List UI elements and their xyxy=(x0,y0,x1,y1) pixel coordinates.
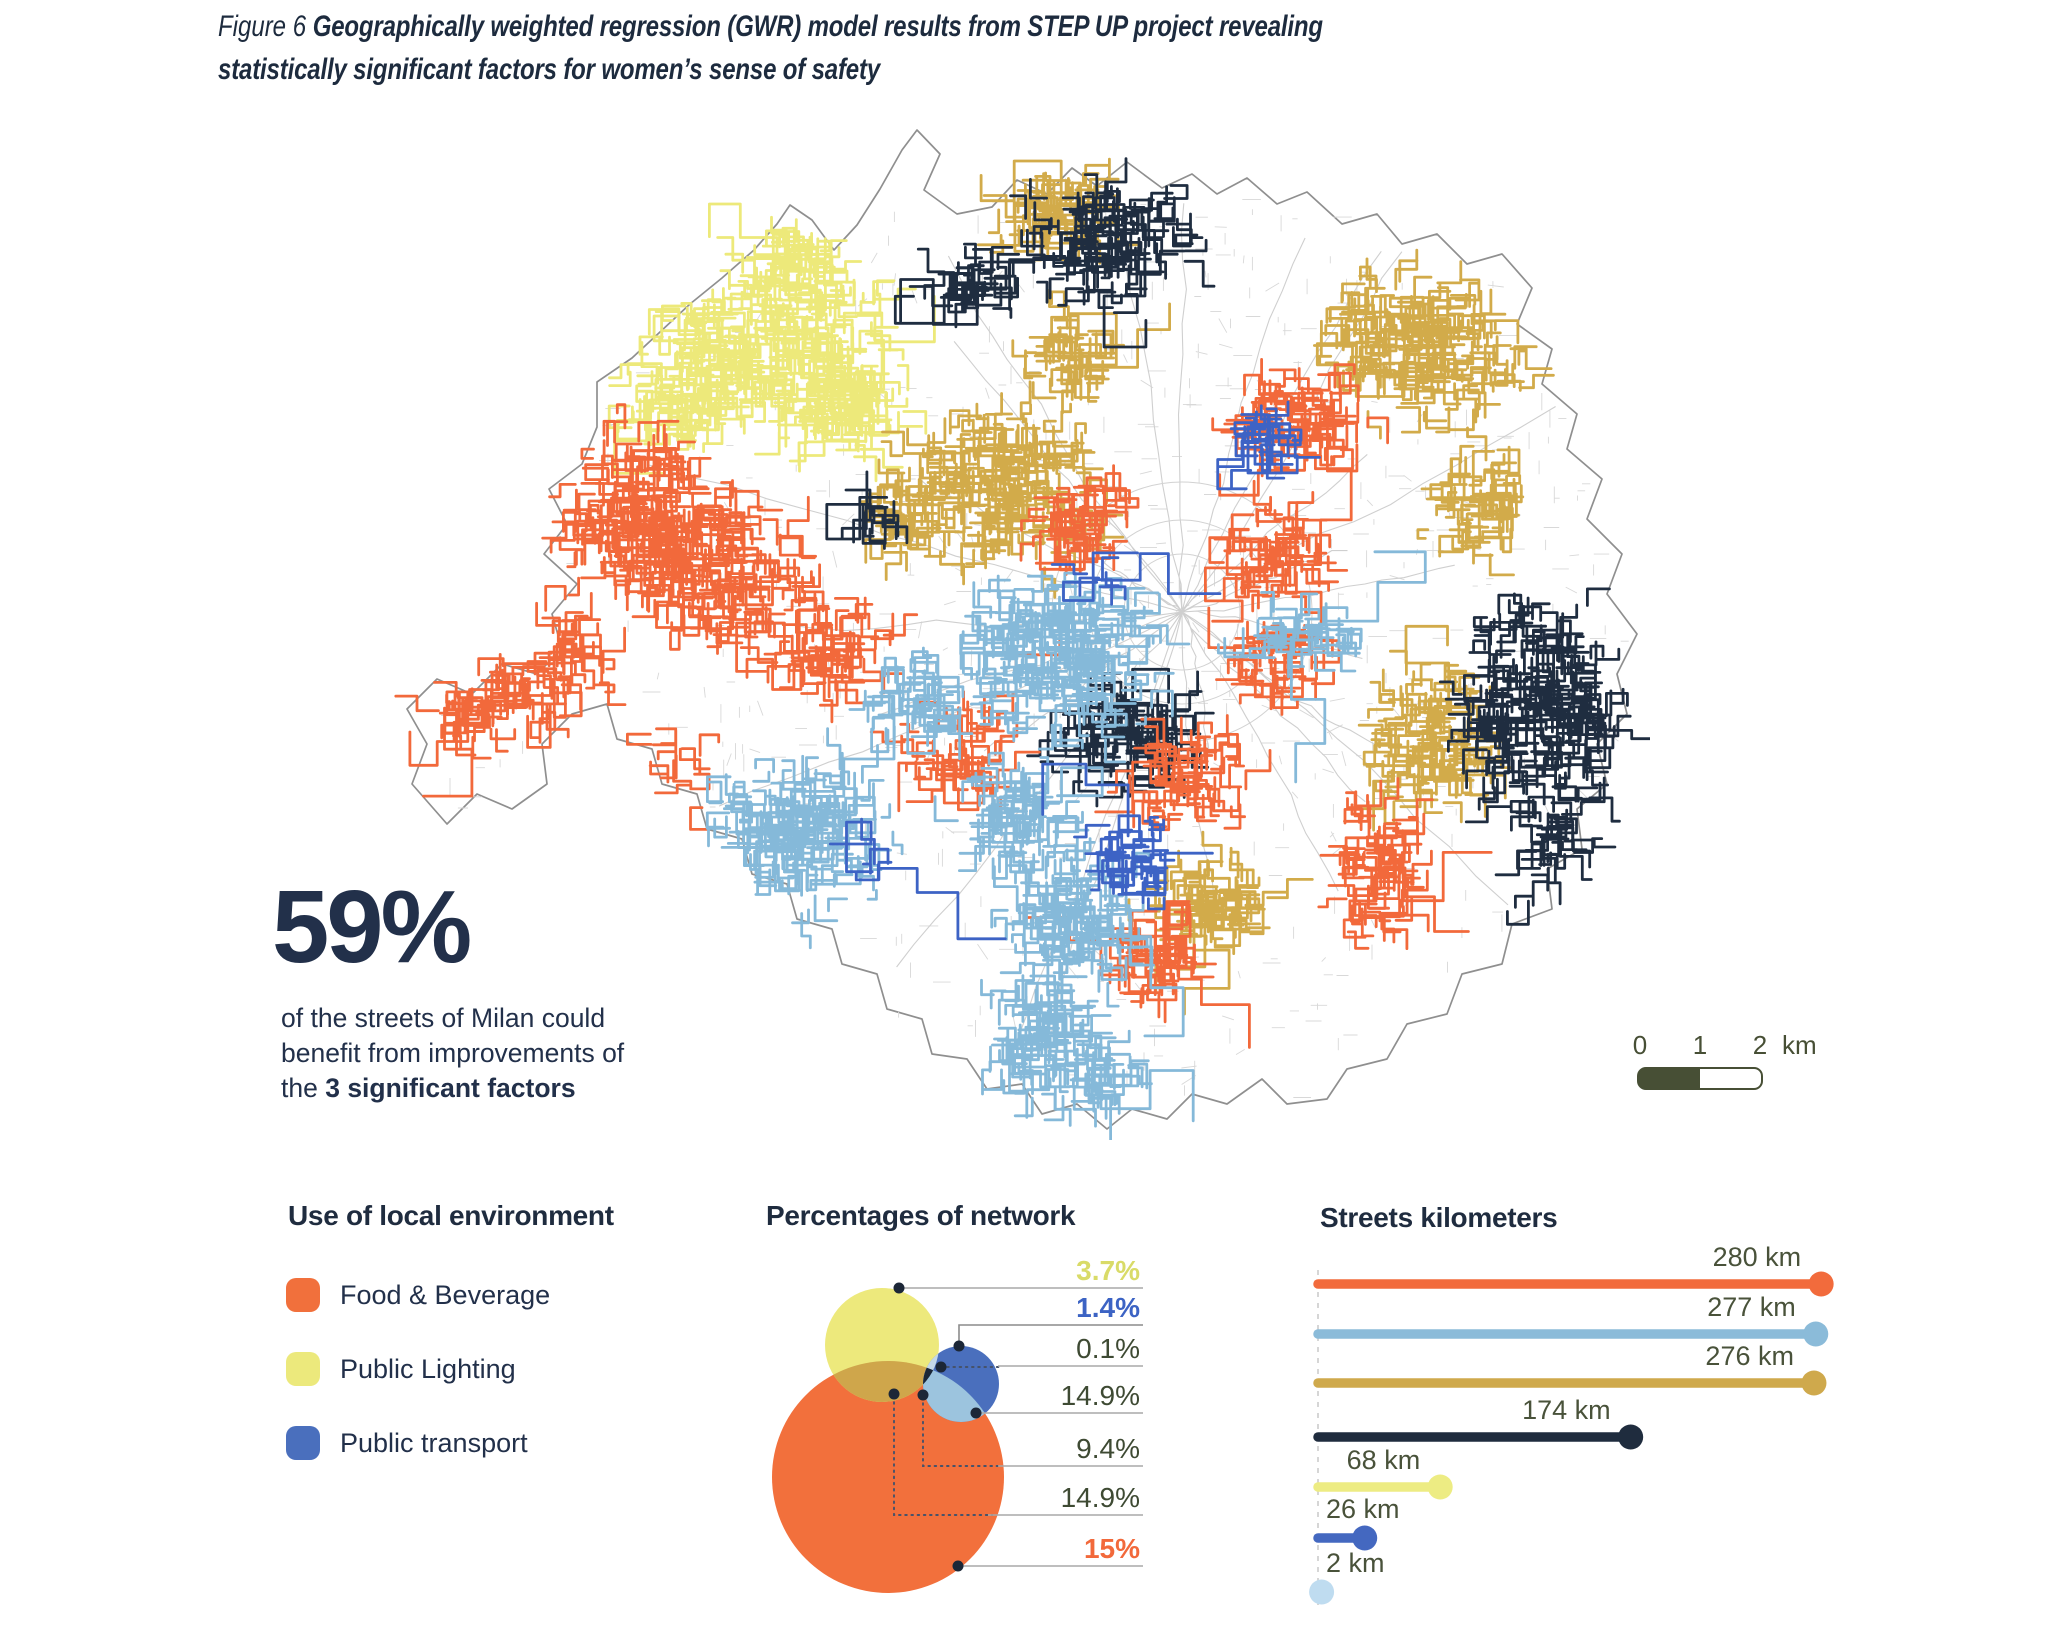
scalebar-unit: km xyxy=(1782,1030,1817,1060)
scalebar-tick-2: 2 xyxy=(1752,1030,1768,1060)
percentages-venn-chart xyxy=(740,1240,1232,1638)
legend-item-public-transport xyxy=(286,1426,528,1460)
public-lighting-swatch xyxy=(286,1352,320,1386)
venn-value-1-4: 1.4% xyxy=(1076,1292,1140,1323)
bar-label: 26 km xyxy=(1326,1494,1400,1524)
venn-value-14-9b: 14.9% xyxy=(1060,1482,1140,1513)
legend-label: Public Lighting xyxy=(340,1353,516,1384)
scalebar xyxy=(1637,1067,1763,1090)
legend-title: Use of local environment xyxy=(288,1200,614,1231)
bar-label: 277 km xyxy=(1707,1292,1796,1322)
scalebar-tick-1: 1 xyxy=(1692,1030,1708,1060)
venn-value-3-7: 3.7% xyxy=(1076,1255,1140,1286)
stat-percentage: 59% xyxy=(272,869,470,984)
bar-end-dot xyxy=(1428,1475,1453,1500)
bar-end-dot xyxy=(1352,1526,1377,1551)
anchor-dot xyxy=(953,1561,964,1572)
venn-chart-title: Percentages of network xyxy=(766,1200,1076,1231)
bar-end-dot xyxy=(1803,1322,1828,1347)
anchor-dot xyxy=(971,1408,982,1419)
bar-end-dot xyxy=(1309,1580,1334,1605)
venn-value-9-4: 9.4% xyxy=(1076,1433,1140,1464)
legend-item-public-lighting xyxy=(286,1352,516,1386)
streets-kilometers-chart xyxy=(1280,1240,1900,1638)
bar-label: 280 km xyxy=(1712,1242,1802,1272)
bar-end-dot xyxy=(1809,1272,1834,1297)
stat-description: of the streets of Milan could benefit from improvements of the 3 significant factors xyxy=(281,1003,625,1103)
food-beverage-swatch xyxy=(286,1278,320,1312)
venn-value-15: 15% xyxy=(1083,1533,1140,1564)
scalebar-tick-0: 0 xyxy=(1632,1030,1648,1060)
legend-item-food-beverage xyxy=(286,1278,550,1312)
anchor-dot xyxy=(936,1362,947,1373)
milan-street-map xyxy=(392,92,1650,1140)
figure-title-line2: statistically significant factors for women’s sense of safety xyxy=(218,53,881,86)
figure-number: Figure 6 xyxy=(218,10,307,43)
public-transport-swatch xyxy=(286,1426,320,1460)
bar-label: 2 km xyxy=(1326,1548,1385,1578)
bar-label: 276 km xyxy=(1705,1341,1794,1371)
lollipop-chart-title: Streets kilometers xyxy=(1320,1202,1558,1233)
anchor-dot xyxy=(918,1390,929,1401)
legend-label: Public transport xyxy=(340,1427,528,1458)
venn-value-0-1: 0.1% xyxy=(1076,1333,1140,1364)
bar-end-dot xyxy=(1801,1371,1826,1396)
anchor-dot xyxy=(894,1283,905,1294)
bar-label: 68 km xyxy=(1346,1445,1421,1475)
bar-end-dot xyxy=(1618,1425,1643,1450)
bar-label: 174 km xyxy=(1522,1395,1611,1425)
anchor-dot xyxy=(889,1389,900,1400)
legend-label: Food & Beverage xyxy=(340,1279,551,1310)
figure-title-line1: Figure 6 Geographically weighted regression (GWR) model results from STEP UP project revealing xyxy=(218,10,1323,43)
venn-value-14-9a: 14.9% xyxy=(1060,1380,1140,1411)
figure-title xyxy=(218,5,1323,91)
anchor-dot xyxy=(954,1341,965,1352)
